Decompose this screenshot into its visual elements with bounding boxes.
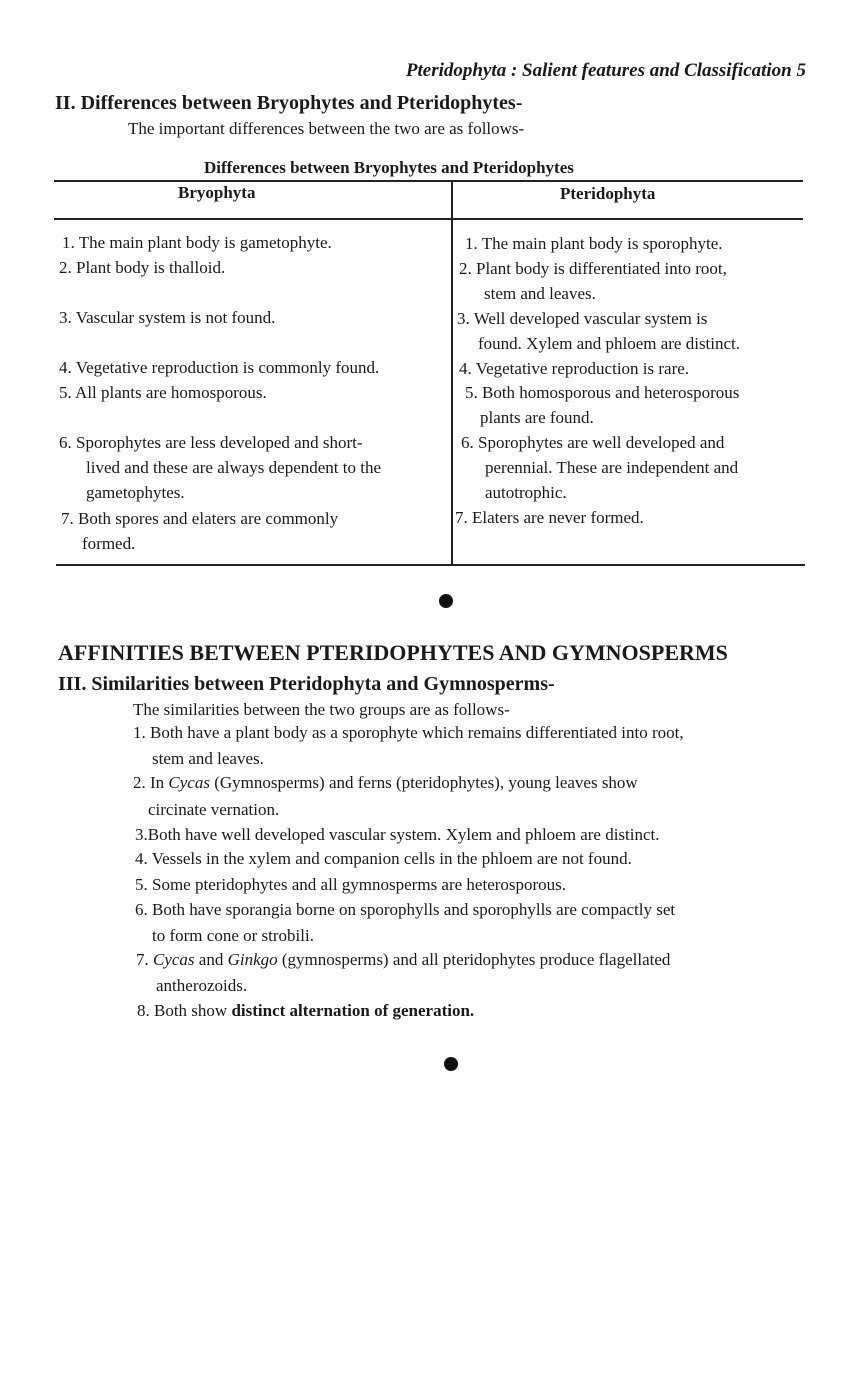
similarity-item-5: 5. Some pteridophytes and all gymnosperms are heterosporous. <box>135 875 567 894</box>
bryophyta-row-1: 1. The main plant body is gametophyte. <box>62 233 332 252</box>
similarity-item-2: 2. In Cycas (Gymnosperms) and ferns (pteridophytes), young leaves show <box>133 773 638 792</box>
pteridophyta-row-1: 1. The main plant body is sporophyte. <box>465 234 723 253</box>
bryophyta-row-2: 2. Plant body is thalloid. <box>59 258 226 277</box>
running-head: Pteridophyta : Salient features and Classification 5 <box>405 60 806 81</box>
pteridophyta-row-4: 4. Vegetative reproduction is rare. <box>459 359 690 378</box>
pteridophyta-row-2: 2. Plant body is differentiated into root, stem and leaves. <box>459 259 727 303</box>
bryophyta-row-5: 5. All plants are homosporous. <box>59 383 267 402</box>
table-bottom-rule <box>56 564 805 566</box>
similarity-item-1: 1. Both have a plant body as a sporophyte which remains differentiated into root, <box>133 723 684 742</box>
table-column-divider <box>451 180 453 566</box>
bryophyta-row-3: 3. Vascular system is not found. <box>59 308 276 327</box>
bryophyta-row-7: 7. Both spores and elaters are commonly formed. <box>61 509 339 553</box>
bryophyta-row-6: 6. Sporophytes are less developed and short- lived and these are always dependent to the gametophytes. <box>59 433 382 502</box>
section-intro-similarities: The similarities between the two groups are as follows- <box>133 700 510 719</box>
table-column-header-bryophyta: Bryophyta <box>178 183 256 202</box>
similarity-item-1-cont: stem and leaves. <box>152 749 264 768</box>
section-bullet-1 <box>439 594 453 608</box>
similarity-item-2-cont: circinate vernation. <box>148 800 280 819</box>
similarity-item-7-cont: antherozoids. <box>156 976 248 995</box>
table-caption: Differences between Bryophytes and Pteridophytes <box>204 158 574 177</box>
pteridophyta-row-7: 7. Elaters are never formed. <box>455 508 644 527</box>
pteridophyta-row-6: 6. Sporophytes are well developed and perennial. These are independent and autotrophic. <box>461 433 739 502</box>
section-bullet-2 <box>444 1057 458 1071</box>
similarity-item-4: 4. Vessels in the xylem and companion cells in the phloem are not found. <box>135 849 632 868</box>
similarity-item-6: 6. Both have sporangia borne on sporophylls and sporophylls are compactly set <box>135 900 676 919</box>
section-intro-differences: The important differences between the two are as follows- <box>128 119 525 138</box>
section-heading-differences: II. Differences between Bryophytes and Pteridophytes- <box>55 92 523 114</box>
similarity-item-6-cont: to form cone or strobili. <box>152 926 314 945</box>
similarity-item-3: 3.Both have well developed vascular system. Xylem and phloem are distinct. <box>135 825 660 844</box>
affinities-heading: AFFINITIES BETWEEN PTERIDOPHYTES AND GYMNOSPERMS <box>58 640 728 665</box>
pteridophyta-row-5: 5. Both homosporous and heterosporous plants are found. <box>465 383 740 427</box>
table-column-header-pteridophyta: Pteridophyta <box>560 184 656 203</box>
similarity-item-8: 8. Both show distinct alternation of generation. <box>137 1001 475 1020</box>
bryophyta-row-4: 4. Vegetative reproduction is commonly found. <box>59 358 380 377</box>
section-heading-similarities: III. Similarities between Pteridophyta and Gymnosperms- <box>58 673 555 695</box>
table-header-rule <box>54 218 803 220</box>
table-top-rule <box>54 180 803 182</box>
similarity-item-7: 7. Cycas and Ginkgo (gymnosperms) and all pteridophytes produce flagellated <box>136 950 671 969</box>
pteridophyta-row-3: 3. Well developed vascular system is found. Xylem and phloem are distinct. <box>457 309 741 353</box>
